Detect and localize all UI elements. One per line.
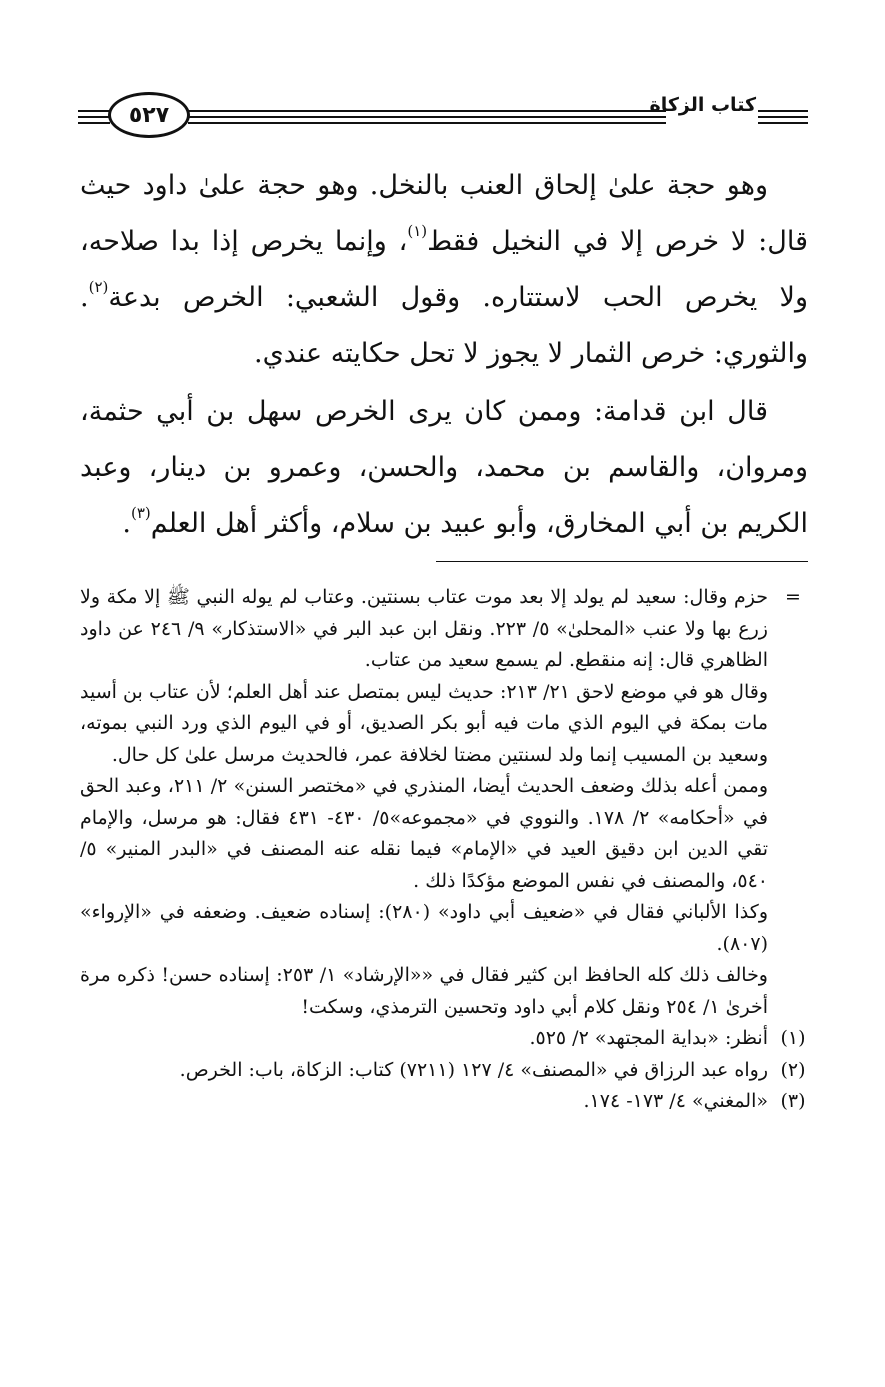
footnote-ref: (٢) bbox=[88, 278, 109, 296]
running-title: كتاب الزكاة bbox=[649, 94, 756, 116]
footnote-paragraph: وممن أعله بذلك وضعف الحديث أيضا، المنذري في «مختصر السنن» ٢/ ٢١١، وعبد الحق في «أحكامه» ٢/ ١٧٨. والنووي في «مجموعه»٥/ ٤٣٠- ٤٣١ فقال: هو مرسل، والإمام تقي الدين ابن دقيق العيد في «الإمام» فيما نقله عنه المصنف في «البدر المنير» ٥/ ٥٤٠، والمصنف في نفس الموضع مؤكدًا ذلك . bbox=[80, 775, 768, 892]
paragraph bbox=[80, 384, 808, 552]
header-rule bbox=[188, 116, 666, 118]
header-rule bbox=[188, 110, 666, 112]
footnote-ref: (٣) bbox=[130, 504, 151, 522]
footnote-text: «المغني» ٤/ ١٧٣- ١٧٤. bbox=[583, 1090, 768, 1112]
text-run: ، وإنما يخرص إذا بدا صلاحه، ولا يخرص الحب لاستتاره. وقول الشعبي: الخرص بدعة bbox=[80, 226, 808, 313]
page-number-badge bbox=[108, 92, 190, 138]
footnote-item bbox=[80, 1086, 808, 1118]
footnote-paragraph: حزم وقال: سعيد لم يولد إلا بعد موت عتاب بسنتين. وعتاب لم يوله النبي ﷺ إلا مكة ولا زرع بها ولا عنب «المحلىٰ» ٥/ ٢٢٣. ونقل ابن عبد البر في «الاستذكار» ٩/ ٢٤٦ عن داود الظاهري قال: إنه منقطع. لم يسمع سعيد من عتاب. bbox=[80, 586, 768, 671]
header-rule bbox=[78, 110, 110, 112]
footnote-paragraph: وكذا الألباني فقال في «ضعيف أبي داود» (٢٨٠): إسناده ضعيف. وضعفه في «الإرواء» (٨٠٧). bbox=[80, 901, 768, 955]
continued-footnote bbox=[80, 582, 808, 1023]
page-number: ٥٢٧ bbox=[128, 102, 170, 128]
footnote-item bbox=[80, 1023, 808, 1055]
continuation-mark: = bbox=[785, 586, 801, 608]
footnote-paragraph: وقال هو في موضع لاحق ٢١/ ٢١٣: حديث ليس بمتصل عند أهل العلم؛ لأن عتاب بن أسيد مات بمكة في اليوم الذي مات فيه أبو بكر الصديق، أو في اليوم الذي ورد النبي بموته، وسعيد بن المسيب إنما ولد لسنتين مضتا لخلافة عمر، فالحديث مرسل علىٰ كل حال. bbox=[80, 680, 768, 766]
text-run: قال ابن قدامة: وممن كان يرى الخرص سهل بن أبي حثمة، ومروان، والقاسم بن محمد، والحسن، وعمرو بن دينار، وعبد الكريم بن أبي المخارق، وأبو عبيد بن سلام، وأكثر أهل العلم bbox=[80, 396, 808, 539]
footnote-separator bbox=[436, 561, 808, 562]
header-rule bbox=[78, 116, 110, 118]
footnote-paragraph: وخالف ذلك كله الحافظ ابن كثير فقال في ««الإرشاد» ١/ ٢٥٣: إسناده حسن! ذكره مرة أخرىٰ ١/ ٢٥٤ ونقل كلام أبي داود وتحسين الترمذي، وسكت! bbox=[80, 964, 768, 1018]
page-header bbox=[78, 88, 808, 148]
header-rule bbox=[188, 122, 666, 124]
header-rule bbox=[758, 116, 808, 118]
text-run: . bbox=[122, 508, 131, 539]
header-rule bbox=[758, 122, 808, 124]
header-rule bbox=[78, 122, 110, 124]
footnote-item bbox=[80, 1055, 808, 1087]
footnote-number: (٢) bbox=[780, 1058, 806, 1081]
footnote-text: أنظر: «بداية المجتهد» ٢/ ٥٢٥. bbox=[529, 1027, 768, 1049]
footnote-number: (١) bbox=[780, 1027, 806, 1049]
header-rule bbox=[758, 110, 808, 112]
text-run: وهو حجة علىٰ إلحاق العنب بالنخل. وهو حجة علىٰ داود حيث قال: لا خرص إلا في النخيل فقط bbox=[80, 170, 808, 257]
text-run: . والثوري: خرص الثمار لا يجوز لا تحل حكايته عندي. bbox=[80, 282, 808, 369]
footnotes bbox=[80, 582, 808, 1118]
footnote-list bbox=[80, 1023, 808, 1118]
main-text bbox=[80, 158, 808, 552]
footnote-number: (٣) bbox=[780, 1090, 806, 1112]
footnote-text: رواه عبد الرزاق في «المصنف» ٤/ ١٢٧ (٧٢١١) كتاب: الزكاة، باب: الخرص. bbox=[179, 1058, 768, 1081]
paragraph bbox=[80, 158, 808, 382]
footnote-ref: (١) bbox=[407, 222, 428, 240]
